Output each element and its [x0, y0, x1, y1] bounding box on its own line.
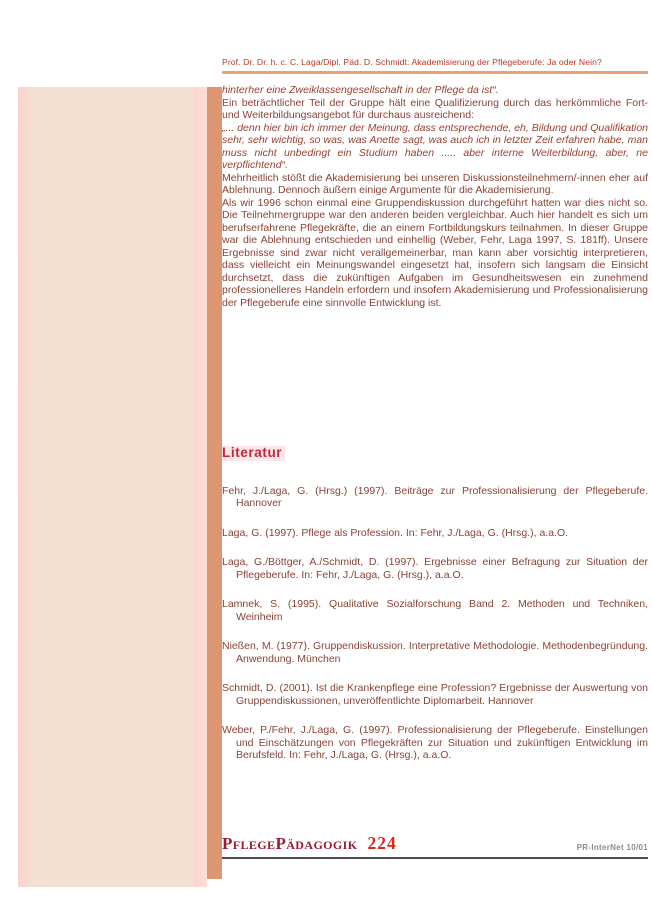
bibliography-entry: Nießen, M. (1977). Gruppendiskussion. Interpretative Methodologie. Methodenbegründung. Anwendung. München [222, 640, 648, 665]
body-paragraph: Mehrheitlich stößt die Akademisierung bei unseren Diskussionsteilnehmern/-innen eher auf Ablehnung. Dennoch äußern einige Argumente für die Akademisierung. [222, 171, 648, 196]
footer-journal-title: PflegePädagogik [222, 834, 358, 853]
left-margin-band-salmon [207, 87, 222, 879]
interview-quote-paragraph: „... denn hier bin ich immer der Meinung, dass entsprechende, eh, Bildung und Qualifikation sehr, sehr wichtig, so was, was Anette sagt, was auch ich in letzter Zeit erfahren habe, man muss nicht unbedingt ein Studium haben ..... aber interne Weiterbildung, aber, ne verpflichtend“. [222, 121, 648, 171]
header-rule [222, 71, 648, 74]
bibliography-entry: Schmidt, D. (2001). Ist die Krankenpflege eine Profession? Ergebnisse der Auswertung von Gruppendiskussionen, unveröffentlichte Diplomarbeit. Hannover [222, 682, 648, 707]
opening-quote-line: hinterher eine Zweiklassengesellschaft in der Pflege da ist“. [222, 84, 499, 96]
footer-page-number: 224 [367, 833, 397, 853]
left-margin-band-pink [194, 87, 207, 887]
bibliography-list [222, 485, 648, 762]
body-paragraph: Als wir 1996 schon einmal eine Gruppendiskussion durchgeführt hatten war dies nicht so. Die Teilnehmergruppe war den anderen beiden vergleichbar. Auch hier handelt es sich um berufserfahrene Pflegekräfte, die an einem Fortbildungskurs teilnahmen. In dieser Gruppe war die Ablehnung entschieden und einhellig (Weber, Fehr, Laga 1997, S. 181ff). Unsere Ergebnisse sind zwar nicht verallgemeinerbar, man kann aber vorsichtig interpretieren, dass vielleicht ein Meinungswandel eingesetzt hat, insofern sich langsam die Einsicht durchsetzt, dass die zukünftigen Aufgaben im Gesundheitswesen ein zunehmend professionelleres Handeln erfordern und insofern Akademisierung und Professionalisierung der Pflegeberufe eine sinnvolle Entwicklung ist. [222, 196, 648, 309]
literature-heading: Literatur [222, 446, 285, 461]
bibliography-entry: Weber, P./Fehr, J./Laga, G. (1997). Professionalisierung der Pflegeberufe. Einstellungen und Einschätzungen von Pflegekräften zur Situation und zukünftigen Entwicklung im Berufsfeld. In: Fehr, J./Laga, G. (Hrsg.), a.a.O. [222, 724, 648, 761]
body-paragraph: Ein beträchtlicher Teil der Gruppe hält eine Qualifizierung durch das herkömmliche Fort- und Weiterbildungsangebot für durchaus ausreichend: [222, 96, 648, 121]
page-footer [222, 833, 648, 859]
footer-left [222, 833, 397, 854]
left-margin-band-cream [18, 87, 194, 887]
literature-section [222, 446, 648, 779]
bibliography-entry: Laga, G. (1997). Pflege als Profession. In: Fehr, J./Laga, G. (Hrsg.), a.a.O. [222, 526, 569, 539]
bibliography-entry: Lamnek, S. (1995). Qualitative Sozialforschung Band 2. Methoden und Techniken, Weinheim [222, 598, 648, 623]
page-header [222, 57, 648, 74]
footer-issue-label: PR-InterNet 10/01 [576, 843, 648, 852]
article-body [222, 84, 648, 444]
bibliography-entry: Laga, G./Böttger, A./Schmidt, D. (1997). Ergebnisse einer Befragung zur Situation der Pflegeberufe. In: Fehr, J./Laga, G. (Hrsg.), a.a.O. [222, 556, 648, 581]
bibliography-entry: Fehr, J./Laga, G. (Hrsg.) (1997). Beiträge zur Professionalisierung der Pflegeberufe. Hannover [222, 484, 648, 509]
running-title: Prof. Dr. Dr. h. c. C. Laga/Dipl. Päd. D. Schmidt: Akademisierung der Pflegeberufe: Ja oder Nein? [222, 57, 602, 67]
